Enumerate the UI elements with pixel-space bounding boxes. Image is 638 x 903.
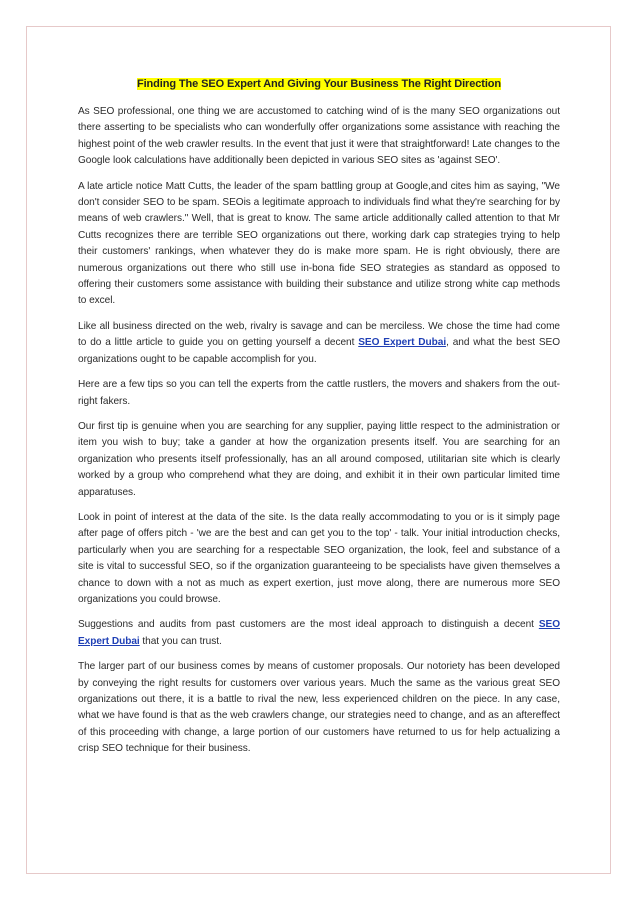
paragraph-7-text-before: Suggestions and audits from past customers are the most ideal approach to distinguish a decent <box>78 619 539 631</box>
paragraph-7-text-after: that you can trust. <box>139 635 222 647</box>
seo-expert-dubai-link-2[interactable]: SEO Expert Dubai <box>78 619 560 647</box>
document-title: Finding The SEO Expert And Giving Your Business The Right Direction <box>136 78 502 90</box>
paragraph-1: As SEO professional, one thing we are accustomed to catching wind of is the many SEO organizations out there asserting to be specialists who can wonderfully offer organizations some assistance with reaching the highest point of the web crawler results. In the event that just it were that straightforward! Late changes to the Google look calculations have additionally been depicted in various SEO sites as 'against SEO'. <box>78 106 560 167</box>
paragraph-4: Here are a few tips so you can tell the experts from the cattle rustlers, the movers and shakers from the out-right fakers. <box>78 379 560 407</box>
paragraph-5: Our first tip is genuine when you are searching for any supplier, paying little respect to the administration or item you wish to buy; take a gander at how the organization presents itself. You are searching for an organization who presents itself professionally, has an all around composed, utilitarian site which is clearly worked by a group who comprehend what they are doing, and exhibit it in their own particular limited time apparatuses. <box>78 420 560 498</box>
document-body <box>78 75 560 767</box>
paragraph-7 <box>78 617 560 650</box>
seo-expert-dubai-link[interactable]: SEO Expert Dubai <box>358 337 447 349</box>
title-wrap <box>78 75 560 92</box>
paragraph-3 <box>78 319 560 368</box>
paragraph-3-text-after: , and what the best SEO organizations ought to be capable accomplish for you. <box>78 337 560 365</box>
paragraph-3-text-before: Like all business directed on the web, rivalry is savage and can be merciless. We chose the time had come to do a little article to guide you on getting yourself a decent <box>78 320 560 349</box>
paragraph-2: A late article notice Matt Cutts, the leader of the spam battling group at Google,and cites him as saying, "We don't consider SEO to be spam. SEOis a legitimate approach to individuals find what they're searching for by means of web crawlers." Well, that is great to know. The same article additionally called attention to that Mr Cutts recognizes there are terrible SEO organizations out there, working dark cap strategies trying to help their customers' rankings, when whatever they do is make more spam. He is right obviously, there are numerous organizations out there who still use in-bona fide SEO strategies as standard as opposed to offering their customers some assistance with building their substance and utilize strong white cap methods to excel. <box>78 180 560 307</box>
paragraph-6: Look in point of interest at the data of the site. Is the data really accommodating to you or is it simply page after page of offers pitch - 'we are the best and can get you to the top' - talk. Your initial introduction checks, particularly when you are searching for a respectable SEO organization, the look, feel and substance of a site is vital to successful SEO, so if the organization guaranteeing to be specialists have given themselves a chance to down with a not as much as expert exertion, just move along, there are numerous more SEO organizations you could browse. <box>78 511 560 605</box>
paragraph-8: The larger part of our business comes by means of customer proposals. Our notoriety has been developed by conveying the right results for customers over various years. Much the same as the various great SEO organizations out there, it is a battle to rival the new, less experienced children on the piece. In any case, what we have found is that as the web crawlers change, our strategies need to change, and as an aftereffect of this proceeding with change, a large portion of our customers have returned to us for help actualizing a crisp SEO technique for their business. <box>78 661 560 755</box>
